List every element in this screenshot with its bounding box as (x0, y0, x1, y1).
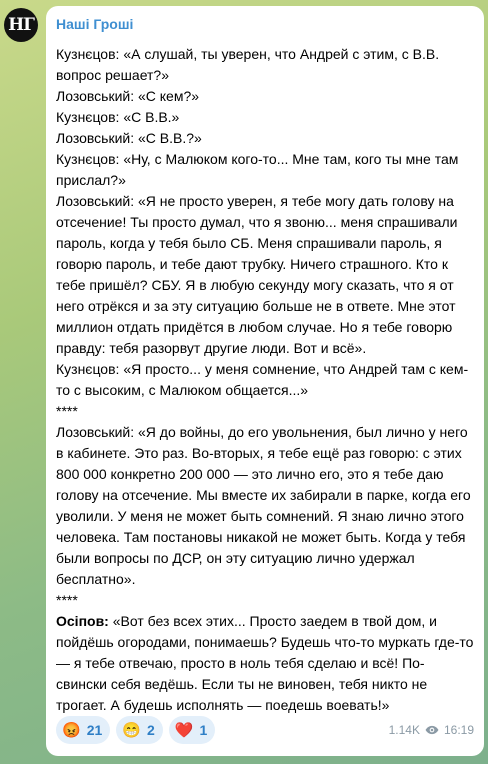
message-time: 16:19 (443, 723, 474, 737)
grinning-face-icon: 😁 (122, 721, 141, 739)
channel-name[interactable]: Наші Гроші (56, 16, 134, 32)
message-line: Лозовський: «С В.В.?» (56, 130, 202, 146)
message-line: Лозовський: «С кем?» (56, 88, 200, 104)
reaction-count: 2 (146, 722, 155, 738)
message-line: Лозовський: «Я до войны, до его увольнения, был лично у него в кабинете. Это раз. Во-вторых, я тебе ещё раз говорю: с этих 800 000 конкретно 200 000 — это лично его, это я тебе даю голову на отсечение. Мы вместе их забирали в парке, когда его уволили. У меня не может быть сомнений. Я знаю лично этого человека. Там постановы никакой не может быть. Когда у тебя были вопросы по ДСР, он эту ситуацию лично удержал бесплатно». (56, 424, 475, 587)
message-line: Кузнєцов: «А слушай, ты уверен, что Андрей с этим, с В.В. вопрос решает?» (56, 46, 443, 83)
reactions-bar (56, 716, 215, 744)
reaction-count: 21 (86, 722, 103, 738)
message-text (56, 44, 478, 716)
separator: **** (56, 403, 78, 419)
eye-icon (425, 723, 439, 737)
message-line: «Вот без всех этих... Просто заедем в твой дом, и пойдёшь огородами, понимаешь? Будешь что-то муркать где-то — я тебе отвечаю, просто в ноль тебя сделаю и всё! По-свински себя ведёшь. Если ты не виновен, тебя никто не трогает. А будешь исполнять — поедешь воевать!» (56, 613, 478, 713)
message-bubble (46, 6, 484, 756)
message-line: Кузнєцов: «С В.В.» (56, 109, 180, 125)
message-line: Лозовський: «Я не просто уверен, я тебе могу дать голову на отсечение! Ты просто думал, что я звоню... меня спрашивали пароль, когда у тебя было СБ. Меня спрашивали пароль, я говорю пароль, и тебе дают трубку. Ничего страшного. Кто к тебе пришёл? СБУ. Я в любую секунду могу сказать, что я от него отрёкся и за эту ситуацию больше не в ответе. Мне этот миллион отдать придётся в любом случае. Но я тебе говорю правду: тебя разорвут другие люди. Вот и всё». (56, 193, 462, 356)
message-line: Кузнєцов: «Я просто... у меня сомнение, что Андрей там с кем-то с высоким, с Малюком общается...» (56, 361, 469, 398)
reaction-heart[interactable] (169, 716, 215, 744)
reaction-grin[interactable] (116, 716, 162, 744)
message-line: Кузнєцов: «Ну, с Малюком кого-то... Мне там, кого ты мне там прислал?» (56, 151, 463, 188)
angry-face-icon: 😡 (62, 721, 81, 739)
avatar-text: НГ (8, 15, 34, 35)
separator: **** (56, 592, 78, 608)
last-speaker: Осіпов: (56, 613, 109, 629)
reaction-angry[interactable] (56, 716, 110, 744)
view-count: 1.14K (388, 723, 420, 737)
channel-avatar[interactable] (4, 8, 38, 42)
message-meta (389, 723, 474, 737)
reaction-count: 1 (199, 722, 208, 738)
message-footer (56, 716, 474, 744)
heart-icon: ❤️ (174, 721, 194, 739)
